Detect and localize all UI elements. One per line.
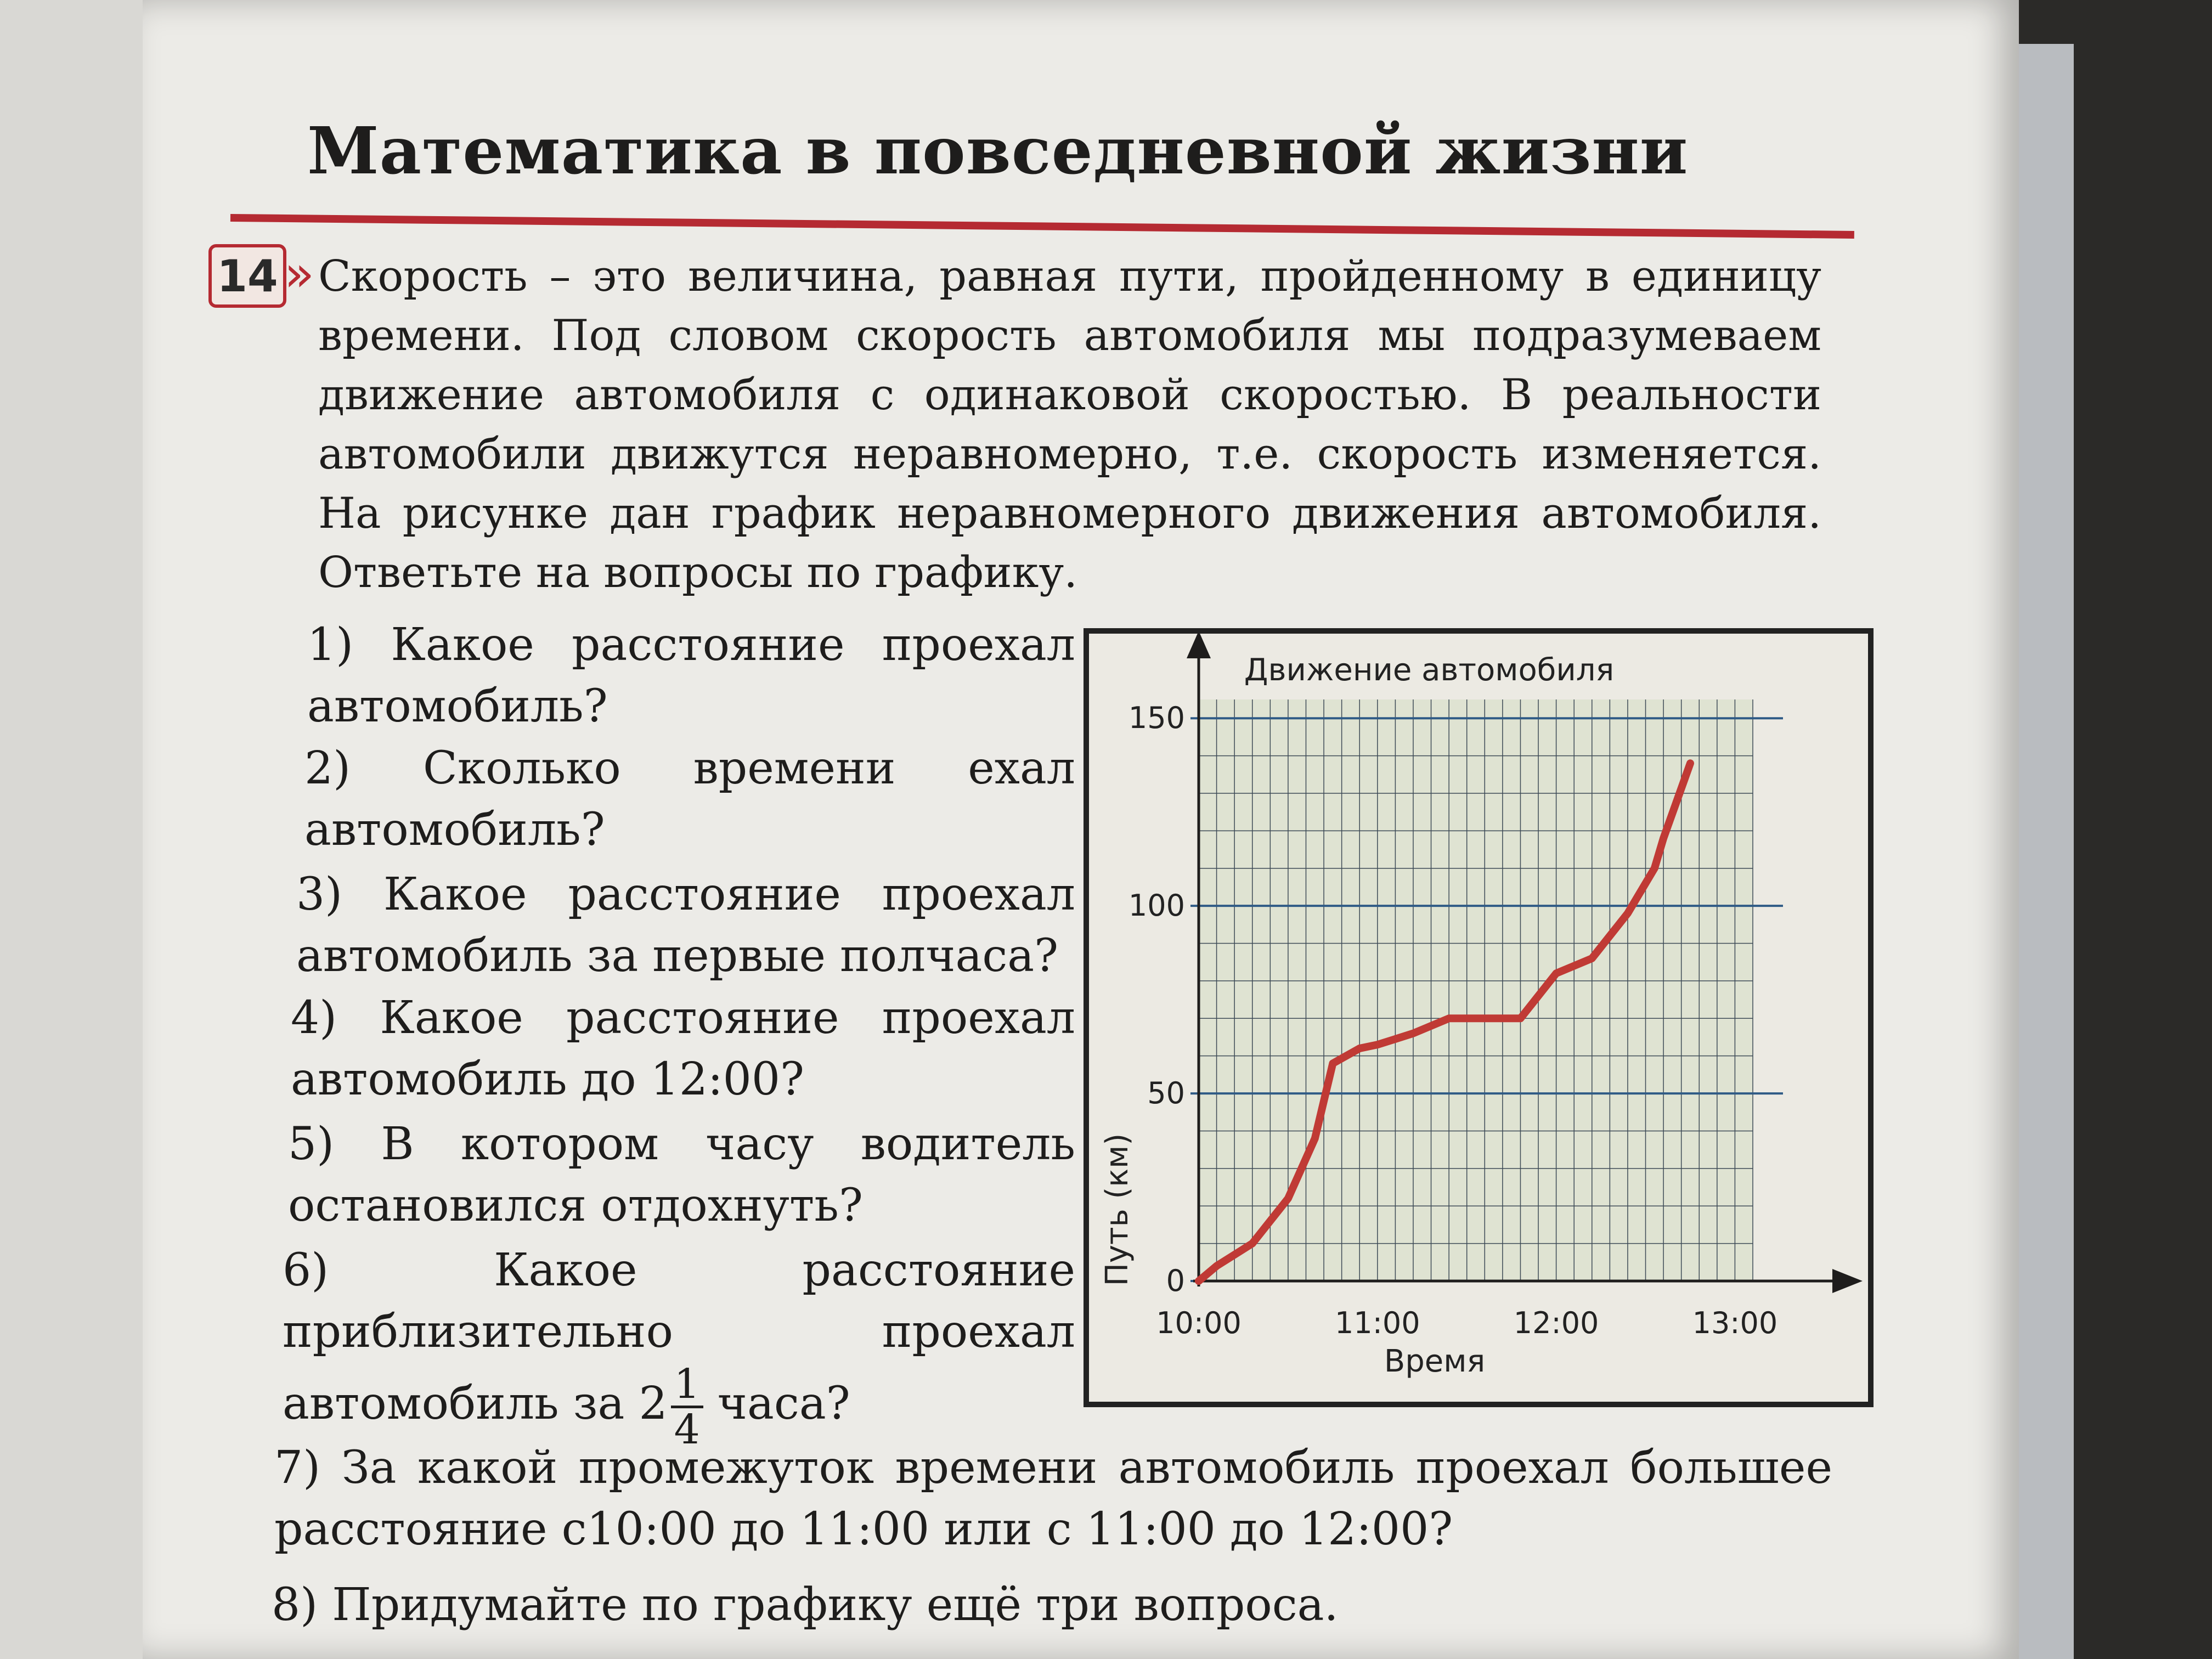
question-6-text: 6) Какое расстояние приблизительно проехал автомобиль за xyxy=(283,1244,1075,1430)
question-6-whole: 2 xyxy=(639,1378,668,1430)
chart-frame xyxy=(1084,628,1874,1407)
y-tick-label: 0 xyxy=(1166,1263,1185,1298)
question-6 xyxy=(283,1240,1075,1451)
question-5: 5) В котором часу водитель остановился отдохнуть? xyxy=(288,1118,1075,1232)
y-axis-label: Путь (км) xyxy=(1099,1133,1135,1286)
x-tick-label: 13:00 xyxy=(1692,1306,1778,1340)
fraction-denominator: 4 xyxy=(674,1406,700,1453)
distance-time-chart xyxy=(1089,634,1868,1402)
underlying-page xyxy=(0,0,165,1659)
question-7: 7) За какой промежуток времени автомобиль проехал большее расстояние с10:00 до 11:00 или с 11:00 до 12:00? xyxy=(274,1442,1832,1555)
y-tick-label: 100 xyxy=(1128,888,1185,923)
task-number: 14 xyxy=(208,244,286,308)
y-tick-label: 50 xyxy=(1147,1076,1185,1111)
x-tick-label: 12:00 xyxy=(1513,1306,1599,1340)
x-tick-label: 11:00 xyxy=(1334,1306,1420,1340)
y-axis-arrow-icon xyxy=(1187,634,1211,658)
x-axis-label: Время xyxy=(1384,1344,1486,1379)
page-heading: Математика в повседневной жизни xyxy=(307,112,1689,189)
x-tick-labels xyxy=(1156,1306,1778,1340)
y-tick-labels xyxy=(1128,701,1185,1298)
x-tick-label: 10:00 xyxy=(1156,1306,1242,1340)
fraction-numerator: 1 xyxy=(671,1363,703,1408)
question-4: 4) Какое расстояние проехал автомобиль до 12:00? xyxy=(291,992,1075,1105)
chevron-right-icon: » xyxy=(284,245,315,303)
question-1: 1) Какое расстояние проехал автомобиль? xyxy=(307,619,1075,732)
task-badge xyxy=(208,244,315,304)
plot-area xyxy=(1199,699,1753,1281)
chart-title: Движение автомобиля xyxy=(1244,652,1615,688)
question-8: 8) Придумайте по графику ещё три вопроса. xyxy=(272,1579,1339,1631)
question-2: 2) Сколько времени ехал автомобиль? xyxy=(304,742,1075,856)
task-intro: Скорость – это величина, равная пути, пройденному в единицу времени. Под словом скорость автомобиля мы подразумеваем движение автомобиля с одинаковой скоростью. В реальности автомобили движутся неравномерно, т.е. скорость изменяется. На рисунке дан график неравномерного движения автомобиля. Ответьте на вопросы по графику. xyxy=(318,252,1821,597)
y-tick-label: 150 xyxy=(1128,701,1185,736)
x-axis-arrow-icon xyxy=(1832,1269,1863,1293)
question-3: 3) Какое расстояние проехал автомобиль за первые полчаса? xyxy=(296,868,1075,982)
question-6-tail: часа? xyxy=(717,1378,850,1430)
